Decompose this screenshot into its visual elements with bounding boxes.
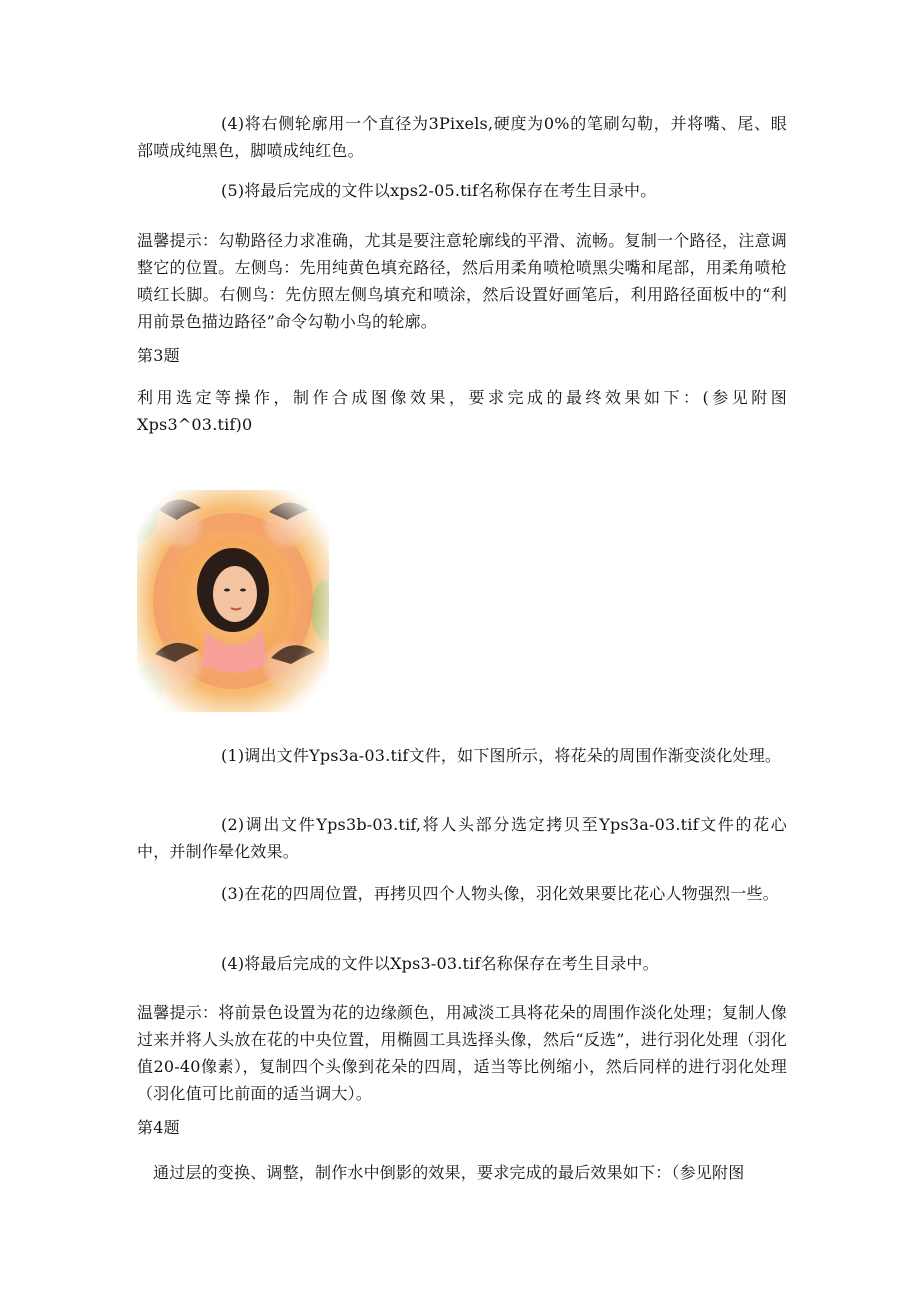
question-4-intro: 通过层的变换、调整，制作水中倒影的效果，要求完成的最后效果如下：（参见附图 (153, 1163, 745, 1182)
question-3-intro: 利用选定等操作，制作合成图像效果，要求完成的最终效果如下：(参见附图Xps3^03.tif)0 (137, 388, 787, 434)
step-1-paragraph: (1)调出文件Yps3a-03.tif文件，如下图所示，将花朵的周围作渐变淡化处理。 (221, 746, 782, 765)
step-5-paragraph: (5)将最后完成的文件以xps2-05.tif名称保存在考生目录中。 (221, 181, 657, 200)
question-4-heading: 第4题 (137, 1118, 180, 1137)
step-4b-paragraph: (4)将最后完成的文件以Xps3-03.tif名称保存在考生目录中。 (221, 954, 659, 973)
composite-flower-portrait-image (137, 490, 329, 712)
flower-portrait-illustration (137, 490, 329, 712)
question-3-heading: 第3题 (137, 346, 180, 365)
step-4-paragraph: (4)将右侧轮廓用一个直径为3Pixels,硬度为0%的笔刷勾勒，并将嘴、尾、眼部喷成纯黑色，脚喷成纯红色。 (137, 114, 787, 160)
step-2-paragraph: (2)调出文件Yps3b-03.tif,将人头部分选定拷贝至Yps3a-03.tif文件的花心中，并制作晕化效果。 (137, 815, 787, 861)
tip-paragraph-q2: 温馨提示：勾勒路径力求准确，尤其是要注意轮廓线的平滑、流畅。复制一个路径，注意调整它的位置。左侧鸟：先用纯黄色填充路径，然后用柔角喷枪喷黑尖嘴和尾部，用柔角喷枪喷红长脚。右侧鸟：先仿照左侧鸟填充和喷涂，然后设置好画笔后，利用路径面板中的“利用前景色描边路径”命令勾勒小鸟的轮廓。 (137, 231, 787, 331)
tip-paragraph-q3: 温馨提示：将前景色设置为花的边缘颜色，用减淡工具将花朵的周围作淡化处理；复制人像过来并将人头放在花的中央位置，用椭圆工具选择头像，然后“反选”，进行羽化处理（羽化值20-40像素），复制四个头像到花朵的四周，适当等比例缩小，然后同样的进行羽化处理（羽化值可比前面的适当调大）。 (137, 1003, 787, 1103)
step-3-paragraph: (3)在花的四周位置，再拷贝四个人物头像，羽化效果要比花心人物强烈一些。 (221, 884, 779, 903)
